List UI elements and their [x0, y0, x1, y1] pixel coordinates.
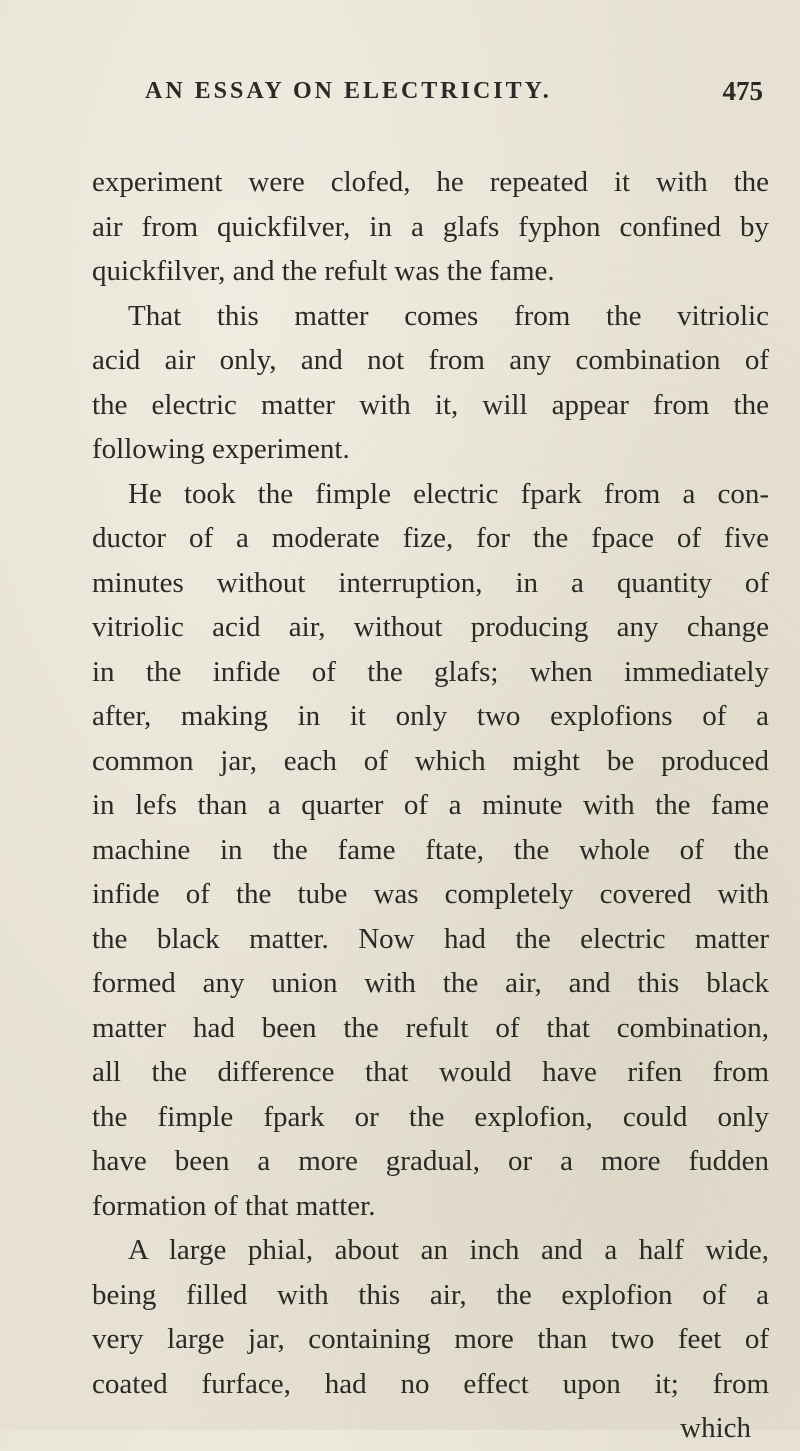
text-line: matter had been the refult of that combination, — [92, 1011, 769, 1044]
text-line: minutes without interruption, in a quantity of — [92, 566, 769, 599]
text-line: quickfilver, and the refult was the fame. — [92, 255, 555, 287]
page-number: 475 — [722, 76, 763, 106]
text-line: formation of that matter. — [92, 1189, 376, 1222]
text-line: in the infide of the glafs; when immediately — [92, 655, 769, 688]
text-line: in lefs than a quarter of a minute with the fame — [92, 789, 769, 821]
text-line: coated furface, had no effect upon it; from — [92, 1367, 769, 1400]
catchword: which — [680, 1412, 751, 1444]
text-line: following experiment. — [92, 433, 350, 465]
text-line: the fimple fpark or the explofion, could only — [92, 1100, 769, 1133]
text-line: the black matter. Now had the electric matter — [92, 922, 769, 955]
text-line: being filled with this air, the explofion of a — [92, 1278, 769, 1311]
paragraph-start-line: A large phial, about an inch and a half wide, — [128, 1234, 769, 1266]
text-line: infide of the tube was completely covered with — [92, 878, 769, 910]
text-line: ductor of a moderate fize, for the fpace of five — [92, 522, 769, 554]
text-line: very large jar, containing more than two feet of — [92, 1323, 769, 1355]
text-line: experiment were clofed, he repeated it with the — [92, 166, 769, 198]
text-line: after, making in it only two explofions of a — [92, 700, 769, 732]
text-line: have been a more gradual, or a more fudden — [92, 1145, 769, 1177]
text-line: common jar, each of which might be produced — [92, 744, 769, 777]
text-line: air from quickfilver, in a glafs fyphon confined by — [92, 210, 769, 243]
text-line: the electric matter with it, will appear from the — [92, 388, 769, 421]
text-line: formed any union with the air, and this black — [92, 967, 769, 999]
text-line: all the difference that would have rifen from — [92, 1056, 769, 1088]
paragraph-start-line: That this matter comes from the vitriolic — [128, 299, 769, 332]
paragraph-start-line: He took the fimple electric fpark from a con- — [128, 477, 769, 510]
body-text — [92, 160, 769, 1451]
running-head — [145, 74, 775, 114]
running-title: AN ESSAY ON ELECTRICITY. — [145, 78, 552, 104]
text-line: vitriolic acid air, without producing any change — [92, 611, 769, 643]
text-line: acid air only, and not from any combination of — [92, 344, 769, 376]
text-line: machine in the fame ftate, the whole of the — [92, 833, 769, 866]
